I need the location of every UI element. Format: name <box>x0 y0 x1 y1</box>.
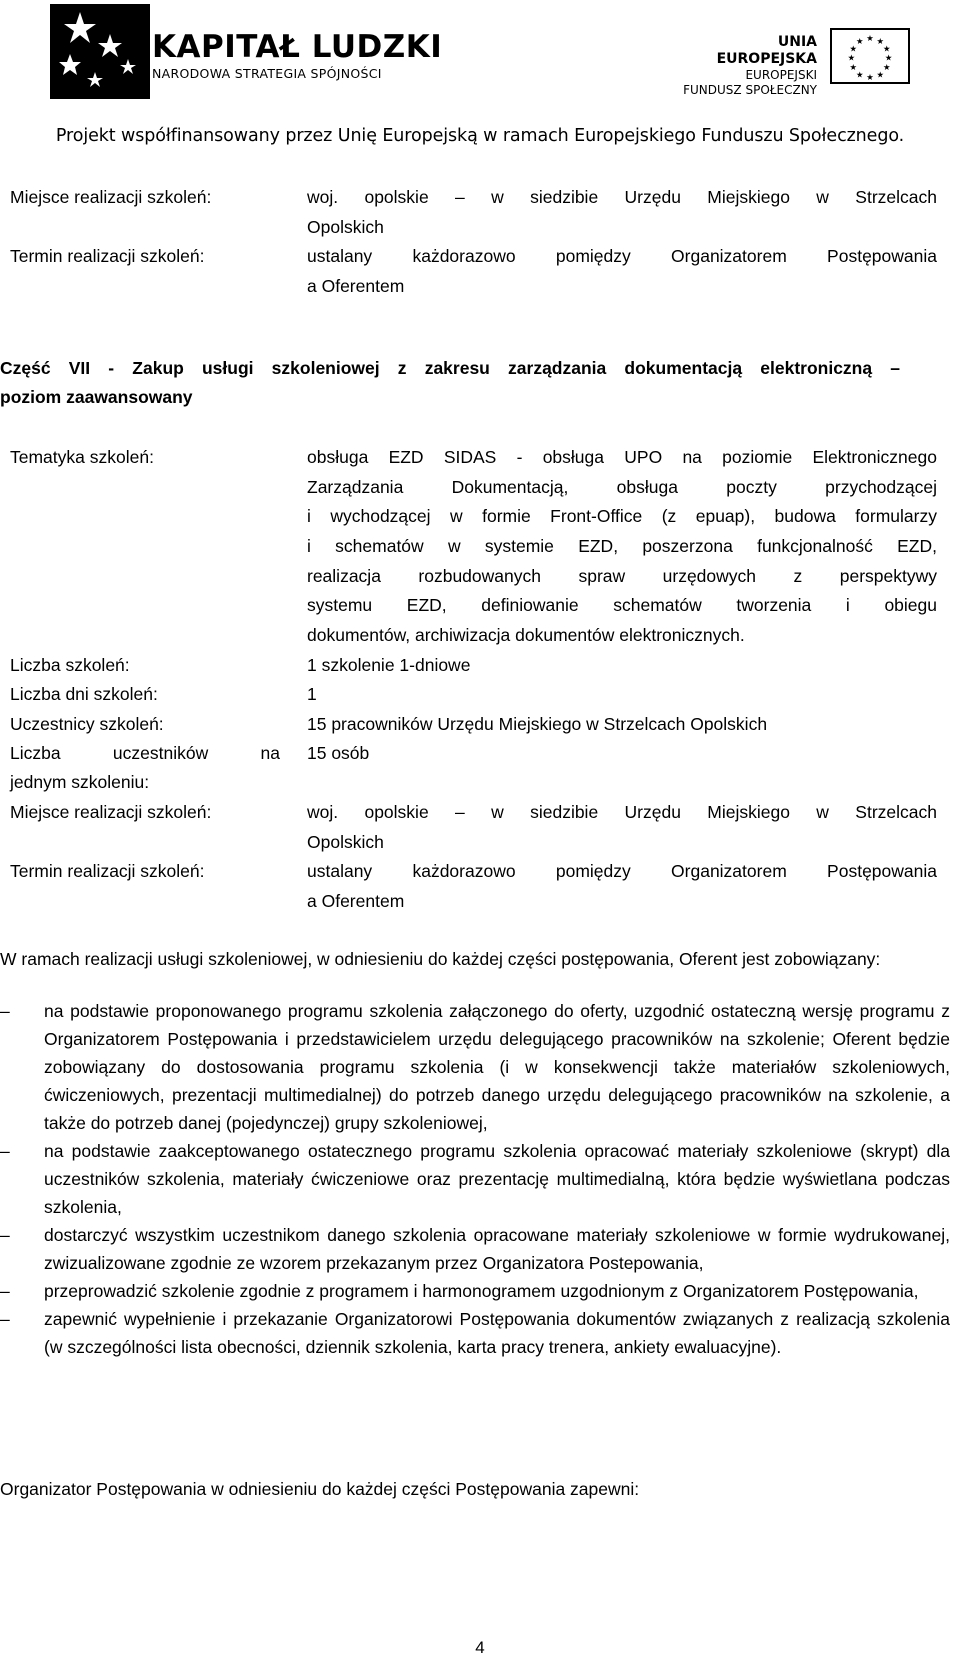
svg-text:★: ★ <box>856 69 864 80</box>
participants-label: Uczestnicy szkoleń: <box>10 714 164 734</box>
cofinancing-tagline: Projekt współfinansowany przez Unię Europejską w ramach Europejskiego Funduszu Społecznego. <box>55 126 905 146</box>
list-item-text: dostarczyć wszystkim uczestnikom danego szkolenia opracowane materiały szkoleniowe w formie wydrukowanej, zwizualizowane zgodnie ze wzorem przekazanym przez Organizatora Postepowania, <box>44 1225 950 1273</box>
topic-line: realizacja rozbudowanych spraw urzędowych z perspektywy <box>307 566 937 586</box>
per-training-label-line-2: jednym szkoleniu: <box>10 772 150 792</box>
count-value: 1 szkolenie 1-dniowe <box>307 655 471 675</box>
eu-line-3: FUNDUSZ SPOŁECZNY <box>683 83 817 97</box>
dash-marker: – <box>0 1001 10 1021</box>
svg-text:★: ★ <box>884 52 893 63</box>
kapital-ludzki-wordmark <box>152 30 442 81</box>
eu-line-1: UNIA EUROPEJSKA <box>716 34 817 67</box>
section-title-line-1: Część VII - Zakup usługi szkoleniowej z zakresu zarządzania dokumentacją elektroniczną – <box>0 358 900 378</box>
dash-marker: – <box>0 1225 10 1245</box>
page-number: 4 <box>475 1638 485 1657</box>
list-item-text: przeprowadzić szkolenie zgodnie z programem i harmonogramem uzgodnionym z Organizatorem Postępowania, <box>44 1281 919 1301</box>
eu-wordmark <box>677 34 817 98</box>
list-item-text: na podstawie zaakceptowanego ostatecznego programu szkolenia opracować materiały szkoleniowe (skrypt) dla uczestników szkolenia, materiały ćwiczeniowe oraz prezentację multimedialną, która będzie wyświetlana podczas szkolenia, <box>44 1141 950 1217</box>
topic-line: dokumentów, archiwizacja dokumentów elektronicznych. <box>307 625 745 645</box>
list-item-text: na podstawie proponowanego programu szkolenia załączonego do oferty, uzgodnić ostateczną wersję programu z Organizatorem Postępowania i przedstawicielem urzędu delegującego pracowników na szkolenie; Oferent będzie zobowiązany do dostosowania programu szkolenia (i w konsekwencji także materiałów szkoleniowych, ćwiczeniowych, prezentacji multimedialnej) do potrzeb danego urzędu delegującego pracowników na szkolenie, a także do potrzeb danej (pojedynczej) grupy szkoleniowej, <box>44 1001 950 1133</box>
list-item <box>0 1305 950 1361</box>
topic-line: systemu EZD, definiowanie schematów tworzenia i obiegu <box>307 595 937 615</box>
top-term-value-line-2: a Oferentem <box>307 276 405 296</box>
list-item <box>0 997 950 1137</box>
page-header <box>0 0 960 160</box>
svg-text:★: ★ <box>866 72 874 83</box>
dash-marker: – <box>0 1309 10 1329</box>
count-label: Liczba szkoleń: <box>10 655 130 675</box>
topic-line: Zarządzania Dokumentacją, obsługa poczty przychodzącej <box>307 477 937 497</box>
place-value-line-1: woj. opolskie – w siedzibie Urzędu Miejskiego w Strzelcach <box>307 802 937 822</box>
dash-marker: – <box>0 1141 10 1161</box>
svg-text:★: ★ <box>882 61 891 72</box>
list-item <box>0 1221 950 1277</box>
list-item <box>0 1277 950 1305</box>
topic-line: i wychodzącej w formie Front-Office (z epuap), budowa formularzy <box>307 506 937 526</box>
topic-line: obsługa EZD SIDAS - obsługa UPO na poziomie Elektronicznego <box>307 447 937 467</box>
participants-value: 15 pracowników Urzędu Miejskiego w Strzelcach Opolskich <box>307 714 768 734</box>
kapital-ludzki-logo-icon <box>50 4 150 99</box>
list-item-text: zapewnić wypełnienie i przekazanie Organizatorowi Postępowania dokumentów związanych z realizacją szkolenia (w szczególności lista obecności, dziennik szkolenia, karta pracy trenera, ankiety ewaluacyjne). <box>44 1309 950 1357</box>
svg-text:★: ★ <box>882 43 891 54</box>
eu-line-2: EUROPEJSKI <box>745 68 817 82</box>
svg-text:★: ★ <box>847 52 856 63</box>
svg-text:★: ★ <box>876 35 884 46</box>
logo-title: KAPITAŁ LUDZKI <box>152 29 443 65</box>
top-place-value-line-1: woj. opolskie – w siedzibie Urzędu Miejskiego w Strzelcach <box>307 187 937 207</box>
term-value-line-1: ustalany każdorazowo pomiędzy Organizatorem Postępowania <box>307 861 937 881</box>
svg-text:★: ★ <box>856 35 864 46</box>
top-place-label: Miejsce realizacji szkoleń: <box>10 187 212 207</box>
section-title-line-2: poziom zaawansowany <box>0 387 193 407</box>
eu-flag-icon <box>830 28 910 84</box>
top-term-label: Termin realizacji szkoleń: <box>10 246 205 266</box>
per-training-value: 15 osób <box>307 743 370 763</box>
dash-marker: – <box>0 1281 10 1301</box>
organizer-intro: Organizator Postępowania w odniesieniu do każdej części Postępowania zapewni: <box>0 1479 640 1499</box>
topic-line: i schematów w systemie EZD, poszerzona funkcjonalność EZD, <box>307 536 937 556</box>
per-training-label-line-1: Liczba uczestników na <box>10 743 280 763</box>
top-term-value-line-1: ustalany każdorazowo pomiędzy Organizatorem Postępowania <box>307 246 937 266</box>
obligations-intro: W ramach realizacji usługi szkoleniowej, w odniesieniu do każdej części postępowania, Oferent jest zobowiązany: <box>0 949 881 969</box>
term-value-line-2: a Oferentem <box>307 891 405 911</box>
svg-text:★: ★ <box>876 69 884 80</box>
term-label: Termin realizacji szkoleń: <box>10 861 205 881</box>
list-item <box>0 1137 950 1221</box>
svg-text:★: ★ <box>866 33 874 44</box>
logo-subtitle: NARODOWA STRATEGIA SPÓJNOŚCI <box>152 66 382 81</box>
obligations-list <box>0 997 950 1361</box>
days-label: Liczba dni szkoleń: <box>10 684 158 704</box>
place-value-line-2: Opolskich <box>307 832 384 852</box>
svg-text:★: ★ <box>849 61 858 72</box>
place-label: Miejsce realizacji szkoleń: <box>10 802 212 822</box>
svg-text:★: ★ <box>849 43 858 54</box>
days-value: 1 <box>307 684 317 704</box>
topic-label: Tematyka szkoleń: <box>10 447 154 467</box>
top-place-value-line-2: Opolskich <box>307 217 384 237</box>
